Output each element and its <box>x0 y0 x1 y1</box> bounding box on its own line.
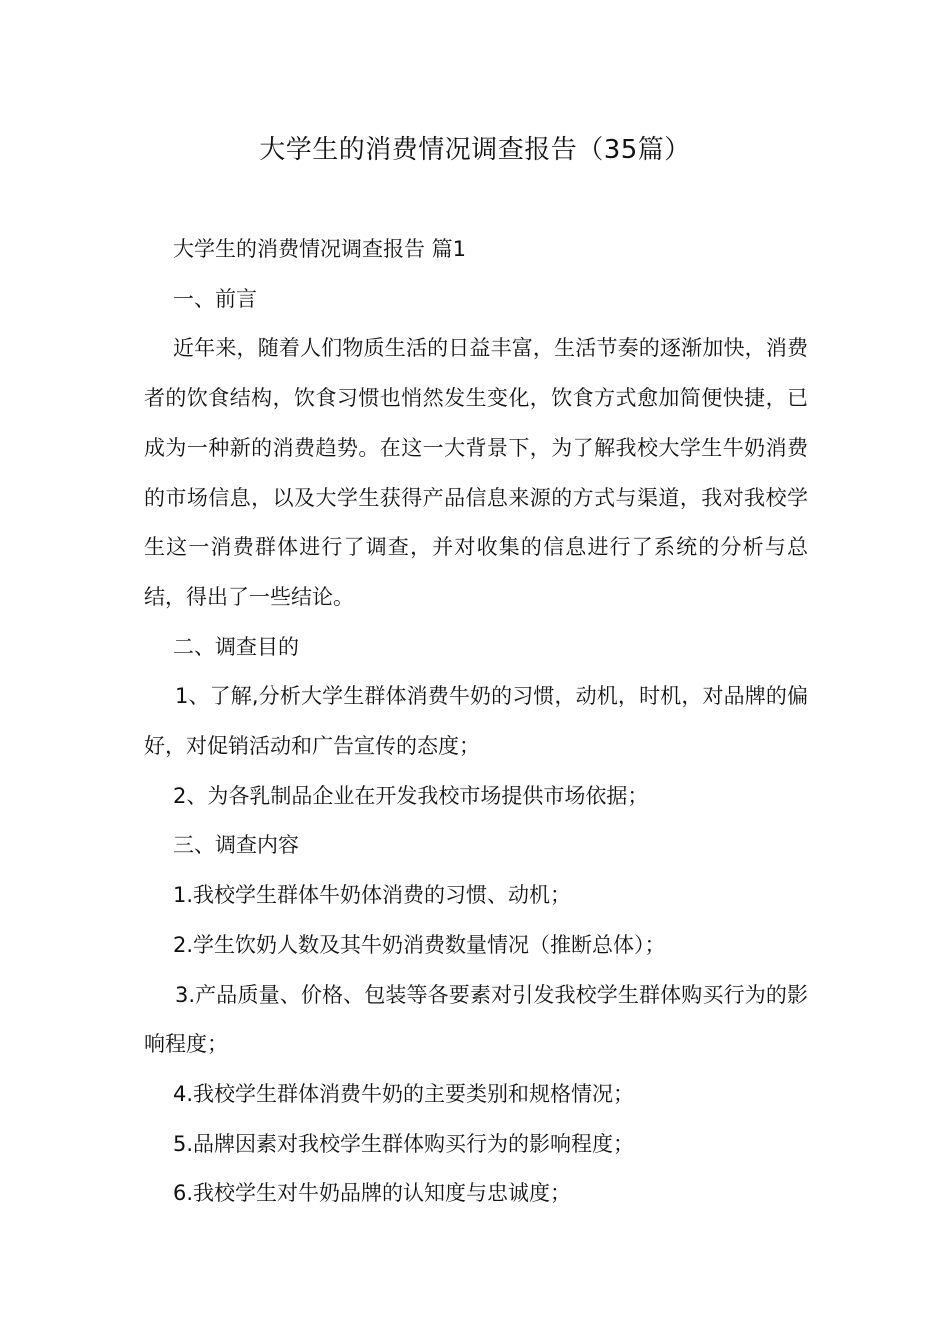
content-item-1: 1.我校学生群体牛奶体消费的习惯、动机； <box>173 883 572 908</box>
content-item-6: 6.我校学生对牛奶品牌的认知度与忠诚度； <box>173 1181 572 1206</box>
content-item-3: 3.产品质量、价格、包装等各要素对引发我校学生群体购买行为的影响程度； <box>144 982 808 1057</box>
purpose-item-1: 1、了解,分析大学生群体消费牛奶的习惯，动机，时机，对品牌的偏好，对促销活动和广告宣传的态度； <box>144 684 808 759</box>
content-item-4: 4.我校学生群体消费牛奶的主要类别和规格情况； <box>173 1081 635 1106</box>
document-body <box>144 225 808 1219</box>
section-heading-part1: 大学生的消费情况调查报告 篇1 <box>173 237 467 261</box>
heading-preface: 一、前言 <box>173 286 257 311</box>
purpose-item-2: 2、为各乳制品企业在开发我校市场提供市场依据； <box>173 783 649 808</box>
document-title: 大学生的消费情况调查报告（35篇） <box>259 135 691 165</box>
heading-survey-content: 三、调查内容 <box>173 833 299 858</box>
heading-survey-purpose: 二、调查目的 <box>173 634 299 659</box>
content-item-2: 2.学生饮奶人数及其牛奶消费数量情况（推断总体）； <box>173 932 666 957</box>
content-item-5: 5.品牌因素对我校学生群体购买行为的影响程度； <box>173 1131 635 1156</box>
preface-paragraph: 近年来，随着人们物质生活的日益丰富，生活节奏的逐渐加快，消费者的饮食结构，饮食习惯也悄然发生变化，饮食方式愈加简便快捷，已成为一种新的消费趋势。在这一大背景下，为了解我校大学生牛奶消费的市场信息，以及大学生获得产品信息来源的方式与渠道，我对我校学生这一消费群体进行了调查，并对收集的信息进行了系统的分析与总结，得出了一些结论。 <box>144 336 808 609</box>
